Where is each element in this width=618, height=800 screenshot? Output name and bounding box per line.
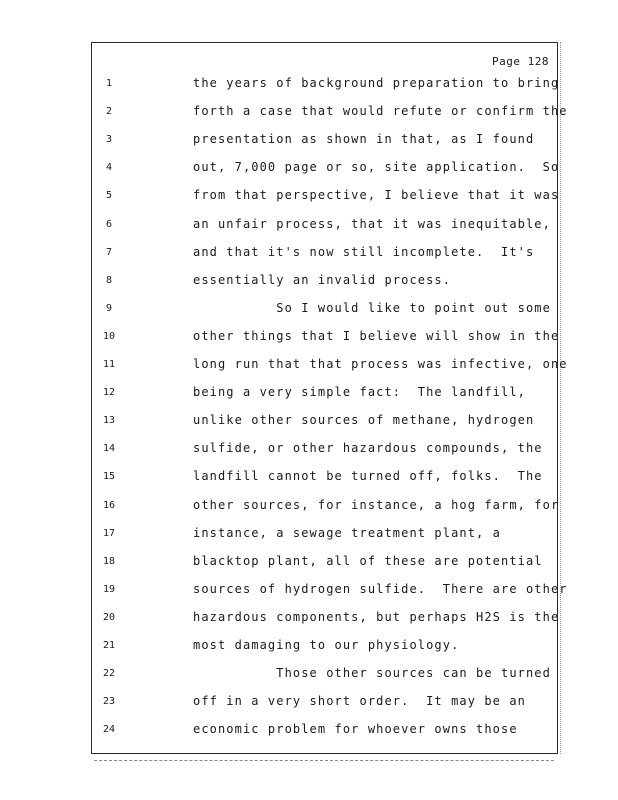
transcript-page-frame [91,42,568,754]
line-text: hazardous components, but perhaps H2S is the [193,609,560,624]
line-text: So I would like to point out some [193,300,551,315]
line-number: 20 [102,611,116,623]
transcript-line [92,104,568,124]
line-number: 19 [102,583,116,595]
line-text: unlike other sources of methane, hydrogen [193,413,535,428]
line-number: 12 [102,387,116,399]
line-number: 3 [105,134,113,146]
line-number: 18 [102,555,116,567]
line-number: 1 [105,78,113,89]
line-number: 4 [105,162,113,174]
transcript-line [92,160,560,180]
line-text: forth a case that would refute or confirm the [193,104,568,119]
transcript-line [92,526,557,546]
page-number: Page 128 [492,55,549,68]
line-text: most damaging to our physiology. [193,638,460,652]
line-text: from that perspective, I believe that it was [193,188,560,203]
transcript-line [92,245,557,265]
transcript-line [92,385,557,405]
line-number: 14 [102,443,116,455]
line-text: sulfide, or other hazardous compounds, the [193,441,543,456]
line-text: sources of hydrogen sulfide. There are other [193,581,568,596]
transcript-line [92,328,560,349]
line-number: 2 [105,106,113,118]
line-text: Those other sources can be turned [193,666,551,681]
transcript-line [92,413,557,433]
line-text: other sources, for instance, a hog farm, for [193,497,560,512]
transcript-line [92,76,560,96]
transcript-line [92,132,557,152]
transcript-line [92,609,560,630]
transcript-line [92,581,568,602]
transcript-line [92,497,560,518]
line-number: 21 [102,640,116,651]
transcript-line [92,469,557,489]
transcript-line [92,638,557,658]
line-text: out, 7,000 page or so, site application. So [193,160,560,175]
line-number: 7 [105,246,113,258]
transcript-line [92,554,557,574]
transcript-line [92,301,557,321]
transcript-line [92,694,557,714]
right-margin-edge [560,42,565,754]
line-text: blacktop plant, all of these are potential [193,553,543,568]
line-number: 6 [105,218,113,230]
transcript-line [92,357,568,377]
line-number: 13 [102,415,116,427]
line-text: being a very simple fact: The landfill, [193,385,526,400]
line-number: 16 [102,499,116,511]
transcript-line [92,217,557,237]
line-number: 9 [105,302,113,314]
transcript-line [92,273,557,293]
line-text: landfill cannot be turned off, folks. The [193,469,543,484]
line-number: 22 [102,668,116,680]
transcript-line [92,188,560,208]
line-text: presentation as shown in that, as I found [193,132,535,147]
bottom-rule [94,760,554,761]
transcript-line [92,722,557,742]
line-number: 17 [102,527,116,539]
line-number: 8 [105,274,113,286]
line-number: 11 [102,359,116,370]
line-text: off in a very short order. It may be an [193,694,526,709]
line-number: 23 [102,696,116,708]
transcript-line [92,666,557,686]
line-text: an unfair process, that it was inequitable, [193,216,551,231]
line-text: the years of background preparation to bring [193,76,560,90]
transcript-line [92,441,557,461]
line-number: 24 [102,724,116,736]
line-text: and that it's now still incomplete. It's [193,244,535,259]
line-text: essentially an invalid process. [193,272,452,287]
line-number: 15 [102,471,116,483]
line-number: 5 [105,190,113,202]
line-text: other things that I believe will show in the [193,328,560,343]
line-text: economic problem for whoever owns those [193,722,518,737]
line-number: 10 [102,330,116,342]
line-text: instance, a sewage treatment plant, a [193,525,502,540]
line-text: long run that that process was infective, one [193,357,568,371]
